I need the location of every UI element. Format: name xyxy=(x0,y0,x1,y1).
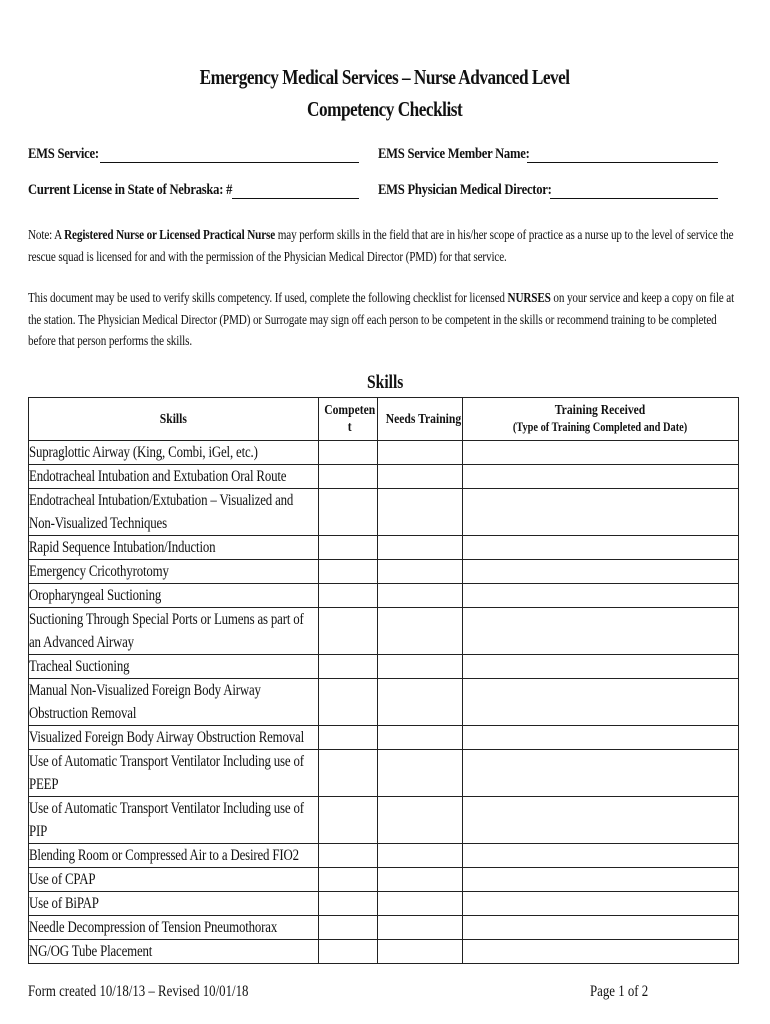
instructions-paragraph: This document may be used to verify skills competency. If used, complete the following checklist for licensed NURSES on your service and keep a copy on file at the station. The Physician Medical Director (PMD) or Surrogate may sign off each person to be competent in the skills or recommend training to be completed before that person performs the skills. xyxy=(28,290,735,348)
competent-cell[interactable] xyxy=(319,797,378,844)
competent-cell[interactable] xyxy=(319,584,378,608)
skill-name-cell: Suctioning Through Special Ports or Lumens as part of an Advanced Airway xyxy=(29,608,319,655)
competent-cell[interactable] xyxy=(319,726,378,750)
skill-name-cell: Blending Room or Compressed Air to a Desired FIO2 xyxy=(29,844,319,868)
table-row xyxy=(29,489,739,536)
needs-training-cell[interactable] xyxy=(378,916,463,940)
competent-cell[interactable] xyxy=(319,916,378,940)
training-received-cell[interactable] xyxy=(463,608,739,655)
needs-training-cell[interactable] xyxy=(378,726,463,750)
table-row xyxy=(29,679,739,726)
needs-training-cell[interactable] xyxy=(378,489,463,536)
header-needs-training: Needs Training xyxy=(378,398,463,441)
table-row xyxy=(29,940,739,964)
table-row xyxy=(29,868,739,892)
needs-training-cell[interactable] xyxy=(378,892,463,916)
skills-heading: Skills xyxy=(366,372,404,393)
skill-name-cell: Rapid Sequence Intubation/Induction xyxy=(29,536,319,560)
header-competent: Competen t xyxy=(319,398,378,441)
needs-training-cell[interactable] xyxy=(378,797,463,844)
competent-cell[interactable] xyxy=(319,536,378,560)
skill-name-cell: NG/OG Tube Placement xyxy=(29,940,319,964)
page-title-line2: Competency Checklist xyxy=(307,97,463,121)
pmd-name-field[interactable] xyxy=(550,198,718,199)
skill-name-cell: Oropharyngeal Suctioning xyxy=(29,584,319,608)
training-received-cell[interactable] xyxy=(463,536,739,560)
competent-cell[interactable] xyxy=(319,892,378,916)
header-skills: Skills xyxy=(29,398,319,441)
training-received-cell[interactable] xyxy=(463,868,739,892)
needs-training-cell[interactable] xyxy=(378,441,463,465)
page-title-line1: Emergency Medical Services – Nurse Advanced Level xyxy=(200,65,570,89)
skill-name-cell: Tracheal Suctioning xyxy=(29,655,319,679)
table-row xyxy=(29,584,739,608)
table-row xyxy=(29,750,739,797)
footer-form-created: Form created 10/18/13 – Revised 10/01/18 xyxy=(28,983,249,1000)
competent-cell[interactable] xyxy=(319,465,378,489)
training-received-cell[interactable] xyxy=(463,797,739,844)
skill-name-cell: Endotracheal Intubation/Extubation – Visualized and Non-Visualized Techniques xyxy=(29,489,319,536)
needs-training-cell[interactable] xyxy=(378,560,463,584)
ems-service-label: EMS Service: xyxy=(28,146,99,162)
competent-cell[interactable] xyxy=(319,489,378,536)
table-row xyxy=(29,844,739,868)
needs-training-cell[interactable] xyxy=(378,750,463,797)
competent-cell[interactable] xyxy=(319,679,378,726)
table-row xyxy=(29,916,739,940)
competent-cell[interactable] xyxy=(319,868,378,892)
table-row xyxy=(29,655,739,679)
skill-name-cell: Manual Non-Visualized Foreign Body Airway Obstruction Removal xyxy=(29,679,319,726)
training-received-cell[interactable] xyxy=(463,726,739,750)
table-row xyxy=(29,465,739,489)
note-paragraph: Note: A Registered Nurse or Licensed Practical Nurse may perform skills in the field that are in his/her scope of practice as a nurse up to the level of service the rescue squad is licensed for and with the permission of the Physician Medical Director (PMD) for that service. xyxy=(28,227,734,264)
ems-service-field[interactable] xyxy=(100,162,359,163)
pmd-label: EMS Physician Medical Director: xyxy=(378,182,552,198)
table-row xyxy=(29,441,739,465)
skill-name-cell: Use of CPAP xyxy=(29,868,319,892)
footer-page-number: Page 1 of 2 xyxy=(590,983,649,1000)
training-received-cell[interactable] xyxy=(463,489,739,536)
needs-training-cell[interactable] xyxy=(378,584,463,608)
needs-training-cell[interactable] xyxy=(378,868,463,892)
skill-name-cell: Visualized Foreign Body Airway Obstruction Removal xyxy=(29,726,319,750)
training-received-cell[interactable] xyxy=(463,940,739,964)
needs-training-cell[interactable] xyxy=(378,940,463,964)
training-received-cell[interactable] xyxy=(463,892,739,916)
instructions-bold-text: NURSES xyxy=(507,290,551,305)
training-received-cell[interactable] xyxy=(463,750,739,797)
skill-name-cell: Use of Automatic Transport Ventilator Including use of PIP xyxy=(29,797,319,844)
needs-training-cell[interactable] xyxy=(378,679,463,726)
skill-name-cell: Supraglottic Airway (King, Combi, iGel, etc.) xyxy=(29,441,319,465)
training-received-cell[interactable] xyxy=(463,679,739,726)
competent-cell[interactable] xyxy=(319,844,378,868)
training-received-cell[interactable] xyxy=(463,916,739,940)
training-received-cell[interactable] xyxy=(463,560,739,584)
skill-name-cell: Emergency Cricothyrotomy xyxy=(29,560,319,584)
needs-training-cell[interactable] xyxy=(378,655,463,679)
competent-cell[interactable] xyxy=(319,750,378,797)
table-row xyxy=(29,797,739,844)
table-row xyxy=(29,608,739,655)
table-row xyxy=(29,560,739,584)
skill-name-cell: Endotracheal Intubation and Extubation Oral Route xyxy=(29,465,319,489)
training-received-cell[interactable] xyxy=(463,584,739,608)
needs-training-cell[interactable] xyxy=(378,844,463,868)
license-number-field[interactable] xyxy=(232,198,359,199)
training-received-cell[interactable] xyxy=(463,655,739,679)
member-name-label: EMS Service Member Name: xyxy=(378,146,530,162)
needs-training-cell[interactable] xyxy=(378,608,463,655)
note-bold-text: Registered Nurse or Licensed Practical Nurse xyxy=(64,227,276,242)
competent-cell[interactable] xyxy=(319,560,378,584)
competent-cell[interactable] xyxy=(319,655,378,679)
needs-training-cell[interactable] xyxy=(378,536,463,560)
skills-table xyxy=(28,397,739,964)
competent-cell[interactable] xyxy=(319,608,378,655)
needs-training-cell[interactable] xyxy=(378,465,463,489)
table-header-row xyxy=(29,398,739,441)
skill-name-cell: Use of BiPAP xyxy=(29,892,319,916)
training-received-cell[interactable] xyxy=(463,844,739,868)
competent-cell[interactable] xyxy=(319,441,378,465)
training-received-cell[interactable] xyxy=(463,465,739,489)
table-row xyxy=(29,536,739,560)
competent-cell[interactable] xyxy=(319,940,378,964)
training-received-cell[interactable] xyxy=(463,441,739,465)
license-label: Current License in State of Nebraska: # xyxy=(28,182,233,198)
table-row xyxy=(29,726,739,750)
skill-name-cell: Needle Decompression of Tension Pneumothorax xyxy=(29,916,319,940)
member-name-field[interactable] xyxy=(527,162,718,163)
table-row xyxy=(29,892,739,916)
skill-name-cell: Use of Automatic Transport Ventilator Including use of PEEP xyxy=(29,750,319,797)
header-training-received: Training Received (Type of Training Completed and Date) xyxy=(463,398,739,441)
